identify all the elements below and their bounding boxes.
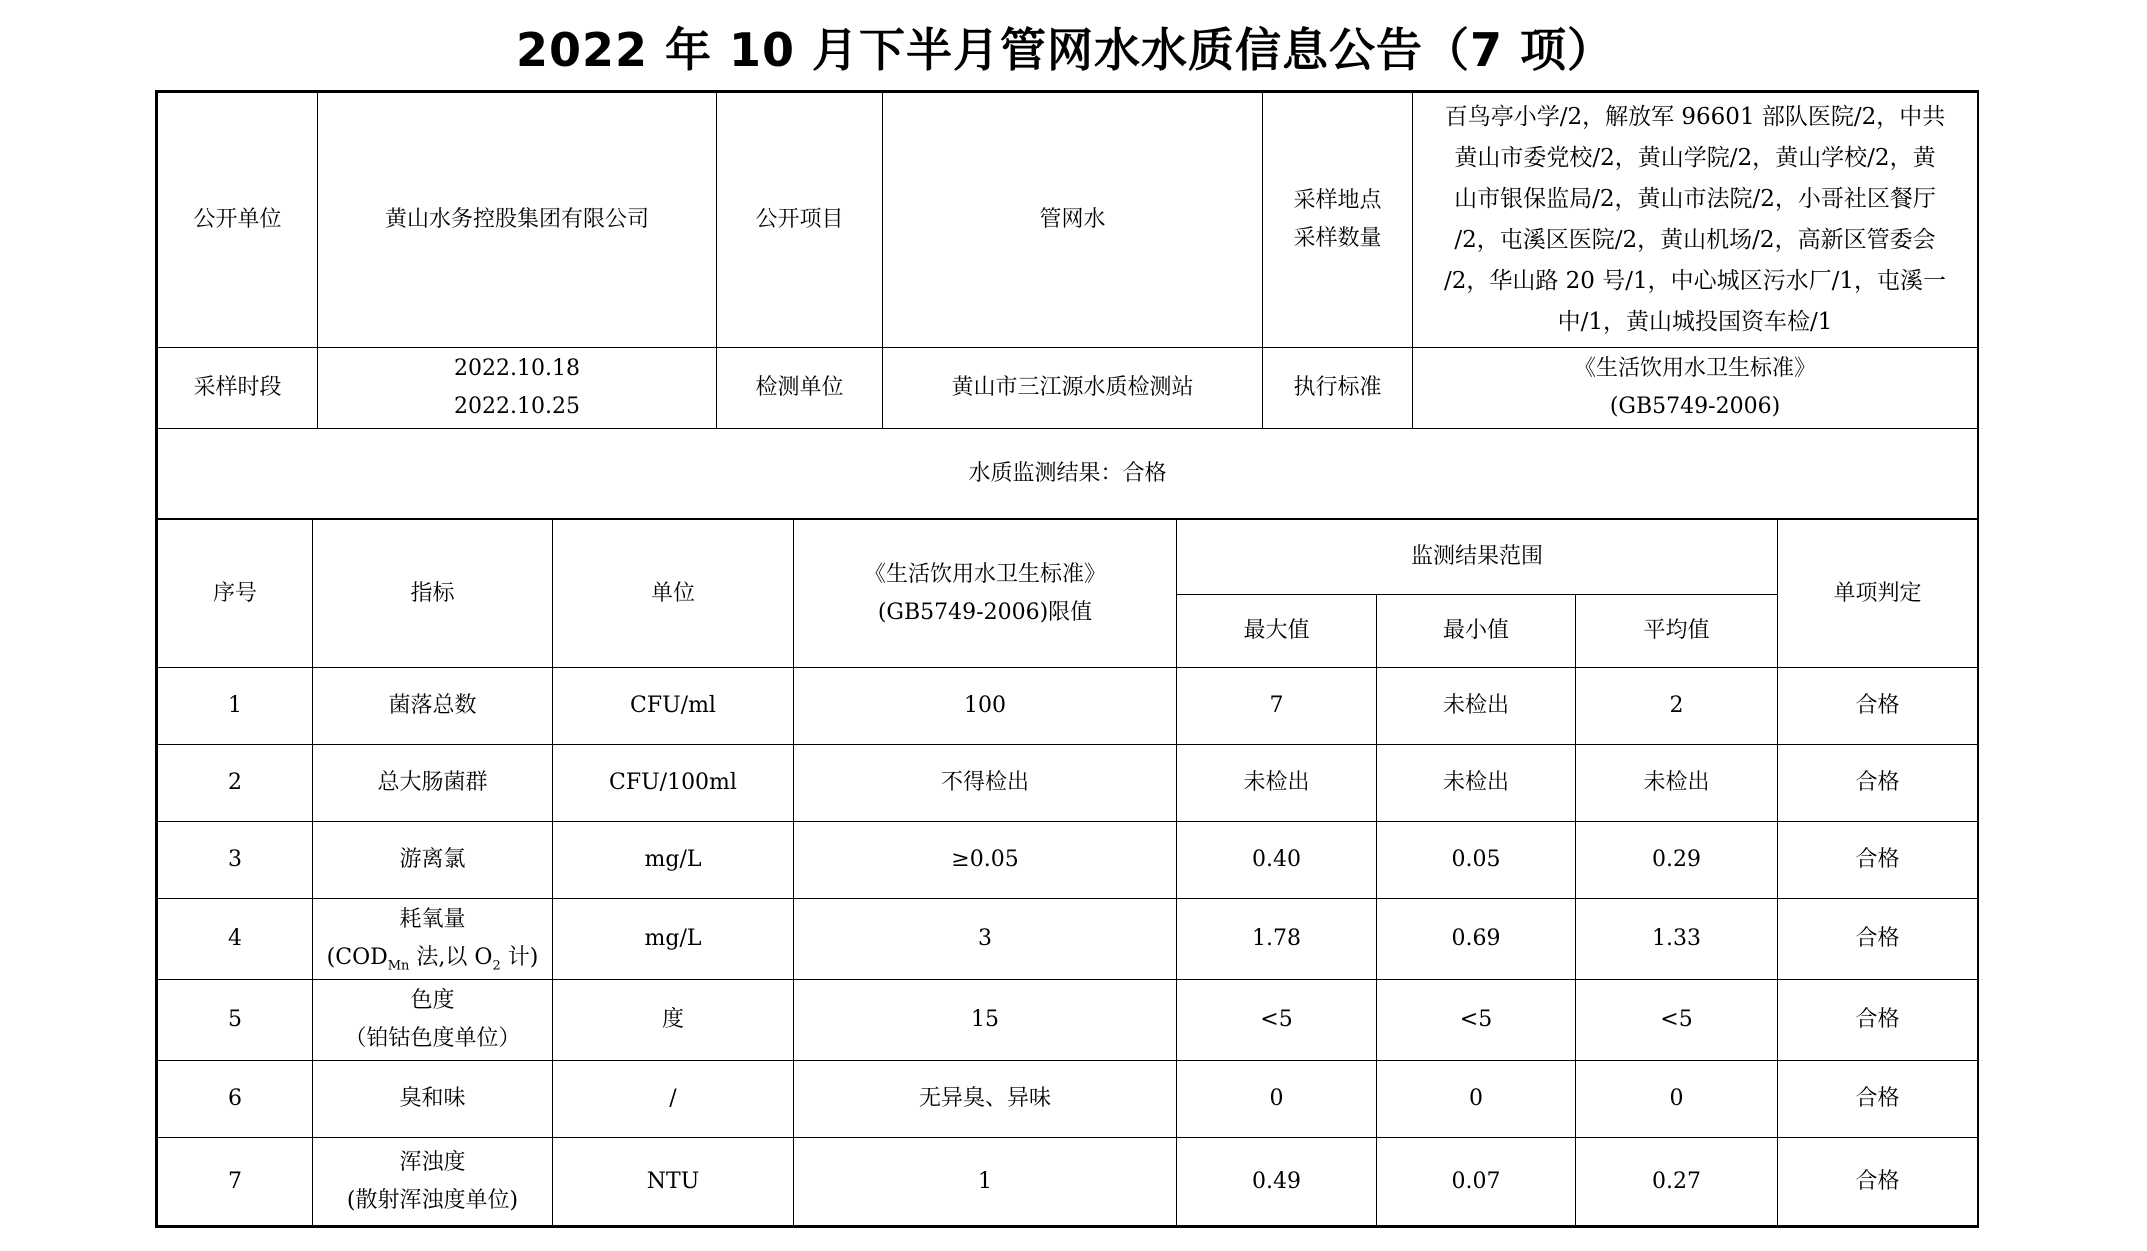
public-item-value: 管网水 [883, 93, 1263, 348]
no-cell: 7 [158, 1138, 313, 1226]
indicator-cell: 游离氯 [313, 822, 553, 899]
limit-cell: 100 [794, 668, 1177, 745]
public-item-label: 公开项目 [717, 93, 883, 348]
avg-cell: <5 [1576, 980, 1778, 1061]
sampling-period-line2: 2022.10.25 [454, 394, 580, 419]
sampling-period-value [318, 348, 717, 429]
judgment-cell: 合格 [1778, 980, 1978, 1061]
judgment-cell: 合格 [1778, 668, 1978, 745]
standard-label: 执行标准 [1263, 348, 1413, 429]
standard-value [1413, 348, 1978, 429]
testing-unit-value: 黄山市三江源水质检测站 [883, 348, 1263, 429]
indicator-line1: 浑浊度 [399, 1149, 466, 1175]
sampling-label-line1: 采样地点 [1293, 188, 1382, 213]
unit-cell: CFU/100ml [553, 745, 794, 822]
limit-cell: 15 [794, 980, 1177, 1061]
avg-cell: 0.29 [1576, 822, 1778, 899]
indicator-cell: 臭和味 [313, 1061, 553, 1138]
indicator-line1: 耗氧量 [399, 907, 466, 932]
header-indicator: 指标 [313, 520, 553, 668]
locations-line: 中/1，黄山城投国资车检/1 [1557, 309, 1833, 335]
sampling-period-label: 采样时段 [158, 348, 318, 429]
judgment-cell: 合格 [1778, 822, 1978, 899]
sampling-locations [1413, 93, 1978, 348]
avg-cell: 0 [1576, 1061, 1778, 1138]
limit-cell: 无异臭、异味 [794, 1061, 1177, 1138]
indicator-line2: （铂钴色度单位） [344, 1026, 521, 1051]
unit-cell: NTU [553, 1138, 794, 1226]
header-limit [794, 520, 1177, 668]
table-row [158, 1061, 1978, 1138]
header-no: 序号 [158, 520, 313, 668]
header-judgment: 单项判定 [1778, 520, 1978, 668]
max-cell: 0.49 [1177, 1138, 1377, 1226]
no-cell: 6 [158, 1061, 313, 1138]
no-cell: 1 [158, 668, 313, 745]
sampling-label [1263, 93, 1413, 348]
header-limit-line2: (GB5749-2006)限值 [877, 599, 1093, 625]
judgment-cell: 合格 [1778, 899, 1978, 980]
header-range-group: 监测结果范围 [1177, 520, 1778, 595]
max-cell: 0 [1177, 1061, 1377, 1138]
indicator-cell: 总大肠菌群 [313, 745, 553, 822]
sampling-label-line2: 采样数量 [1293, 226, 1382, 251]
avg-cell: 2 [1576, 668, 1778, 745]
results-table [157, 519, 1978, 1226]
avg-cell: 0.27 [1576, 1138, 1778, 1226]
no-cell: 2 [158, 745, 313, 822]
min-cell: 0 [1377, 1061, 1576, 1138]
locations-line: 百鸟亭小学/2，解放军 96601 部队医院/2，中共 [1444, 104, 1946, 130]
no-cell: 4 [158, 899, 313, 980]
unit-cell: 度 [553, 980, 794, 1061]
min-cell: 0.69 [1377, 899, 1576, 980]
unit-cell: CFU/ml [553, 668, 794, 745]
table-row [158, 745, 1978, 822]
judgment-cell: 合格 [1778, 1138, 1978, 1226]
notice-table [155, 90, 1979, 1228]
limit-cell: 3 [794, 899, 1177, 980]
judgment-cell: 合格 [1778, 1061, 1978, 1138]
min-cell: 未检出 [1377, 745, 1576, 822]
indicator-line2: ($COD_{Mn}$ 法,以 $O_2$ 计) [326, 945, 539, 974]
locations-line: 黄山市委党校/2，黄山学院/2，黄山学校/2，黄 [1454, 145, 1936, 171]
indicator-cell [313, 1138, 553, 1226]
header-max: 最大值 [1177, 595, 1377, 668]
limit-cell: 不得检出 [794, 745, 1177, 822]
min-cell: 0.07 [1377, 1138, 1576, 1226]
indicator-cell [313, 980, 553, 1061]
result-summary: 水质监测结果：合格 [158, 429, 1978, 519]
locations-line: /2，华山路 20 号/1，中心城区污水厂/1，屯溪一 [1443, 268, 1947, 294]
public-unit-value: 黄山水务控股集团有限公司 [318, 93, 717, 348]
limit-cell: 1 [794, 1138, 1177, 1226]
testing-unit-label: 检测单位 [717, 348, 883, 429]
min-cell: 0.05 [1377, 822, 1576, 899]
table-row [158, 1138, 1978, 1226]
max-cell: 未检出 [1177, 745, 1377, 822]
min-cell: <5 [1377, 980, 1576, 1061]
max-cell: <5 [1177, 980, 1377, 1061]
max-cell: 1.78 [1177, 899, 1377, 980]
indicator-line1: 色度 [410, 988, 455, 1013]
no-cell: 3 [158, 822, 313, 899]
judgment-cell: 合格 [1778, 745, 1978, 822]
indicator-line2: (散射浑浊度单位) [346, 1187, 519, 1213]
indicator-cell: 菌落总数 [313, 668, 553, 745]
table-row [158, 899, 1978, 980]
header-limit-line1: 《生活饮用水卫生标准》 [863, 561, 1106, 587]
header-min: 最小值 [1377, 595, 1576, 668]
unit-cell: mg/L [553, 822, 794, 899]
locations-line: /2，屯溪区医院/2，黄山机场/2，高新区管委会 [1454, 227, 1936, 253]
avg-cell: 1.33 [1576, 899, 1778, 980]
header-avg: 平均值 [1576, 595, 1778, 668]
sampling-period-line1: 2022.10.18 [454, 356, 580, 381]
table-row [158, 980, 1978, 1061]
min-cell: 未检出 [1377, 668, 1576, 745]
standard-line2: (GB5749-2006) [1609, 394, 1781, 419]
avg-cell: 未检出 [1576, 745, 1778, 822]
standard-line1: 《生活饮用水卫生标准》 [1573, 356, 1816, 381]
page-title: 2022 年 10 月下半月管网水水质信息公告（7 项） [515, 23, 1615, 77]
max-cell: 7 [1177, 668, 1377, 745]
public-unit-label: 公开单位 [158, 93, 318, 348]
header-unit: 单位 [553, 520, 794, 668]
no-cell: 5 [158, 980, 313, 1061]
max-cell: 0.40 [1177, 822, 1377, 899]
table-row [158, 822, 1978, 899]
limit-cell: ≥0.05 [794, 822, 1177, 899]
locations-line: 山市银保监局/2，黄山市法院/2，小哥社区餐厅 [1454, 186, 1936, 212]
info-table [157, 92, 1978, 519]
unit-cell: mg/L [553, 899, 794, 980]
table-row [158, 668, 1978, 745]
indicator-cell [313, 899, 553, 980]
unit-cell: / [553, 1061, 794, 1138]
